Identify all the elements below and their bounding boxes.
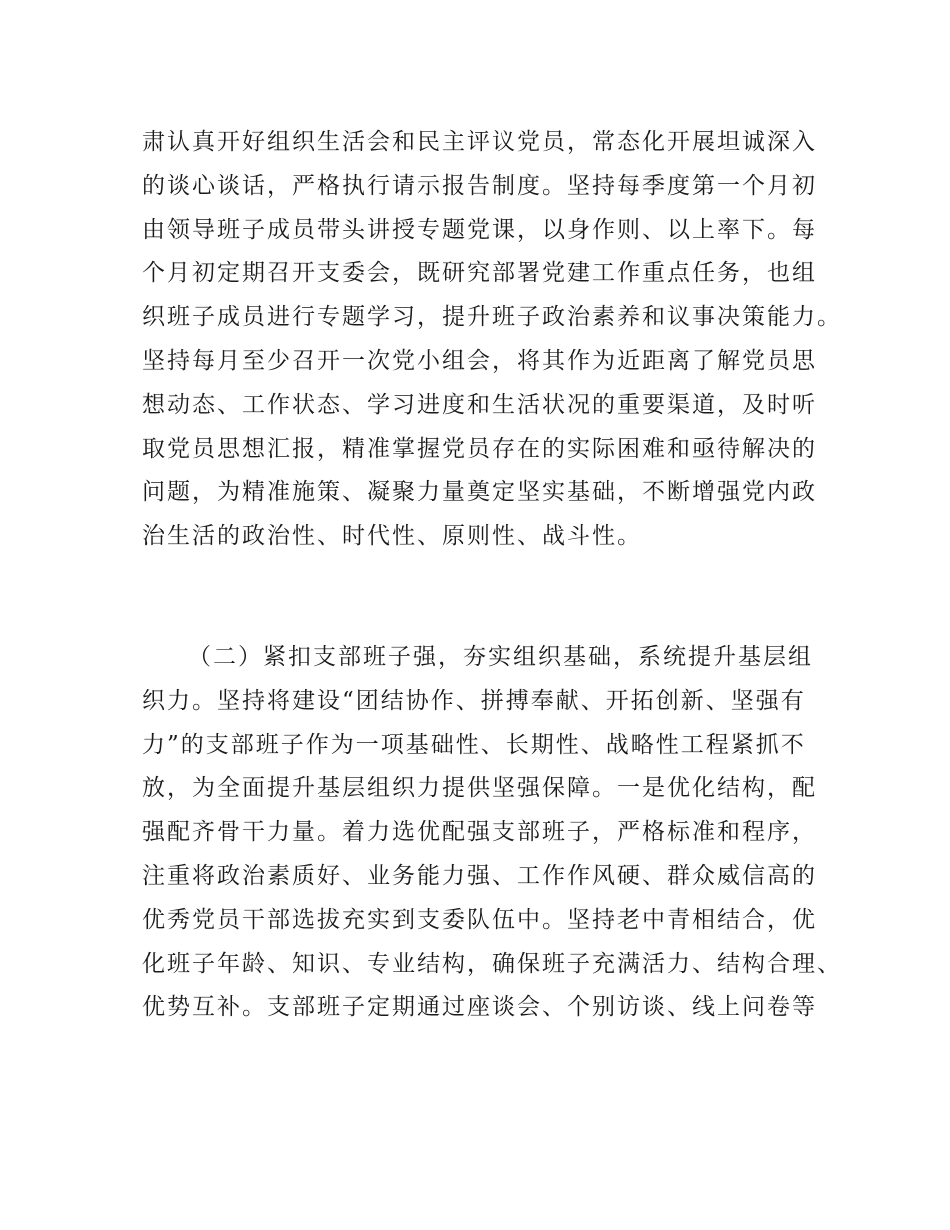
text-line: 个月初定期召开支委会，既研究部署党建工作重点任务，也组: [142, 260, 817, 287]
section-heading-line: （二）紧扣支部班子强，夯实组织基础，系统提升基层组: [188, 644, 813, 670]
text-line: 问题，为精准施策、凝聚力量奠定坚实基础，不断增强党内政: [142, 479, 817, 506]
text-line: 织力。坚持将建设“团结协作、拼搏奉献、开拓创新、坚强有: [142, 687, 806, 714]
text-line: 织班子成员进行专题学习，提升班子政治素养和议事决策能力。: [142, 304, 842, 331]
text-line: 治生活的政治性、时代性、原则性、战斗性。: [142, 523, 642, 550]
text-line: 注重将政治素质好、业务能力强、工作作风硬、群众威信高的: [142, 862, 817, 889]
text-line: 优秀党员干部选拔充实到支委队伍中。坚持老中青相结合，优: [142, 906, 817, 933]
text-line: 肃认真开好组织生活会和民主评议党员，常态化开展坦诚深入: [142, 129, 817, 155]
text-line: 的谈心谈话，严格执行请示报告制度。坚持每季度第一个月初: [142, 172, 817, 199]
paragraph-1: [142, 121, 842, 559]
paragraph-2: [142, 636, 842, 1030]
text-line: 化班子年龄、知识、专业结构，确保班子充满活力、结构合理、: [142, 950, 842, 977]
text-line: 坚持每月至少召开一次党小组会，将其作为近距离了解党员思: [142, 347, 817, 374]
text-line: 强配齐骨干力量。着力选优配强支部班子，严格标准和程序，: [142, 819, 817, 846]
text-line: 放，为全面提升基层组织力提供坚强保障。一是优化结构，配: [142, 775, 817, 802]
text-line: 想动态、工作状态、学习进度和生活状况的重要渠道，及时听: [142, 391, 817, 418]
text-line: 力”的支部班子作为一项基础性、长期性、战略性工程紧抓不: [142, 731, 806, 758]
text-line: 优势互补。支部班子定期通过座谈会、个别访谈、线上问卷等: [142, 994, 817, 1021]
text-line: 由领导班子成员带头讲授专题党课，以身作则、以上率下。每: [142, 216, 817, 243]
text-line: 取党员思想汇报，精准掌握党员存在的实际困难和亟待解决的: [142, 435, 817, 462]
